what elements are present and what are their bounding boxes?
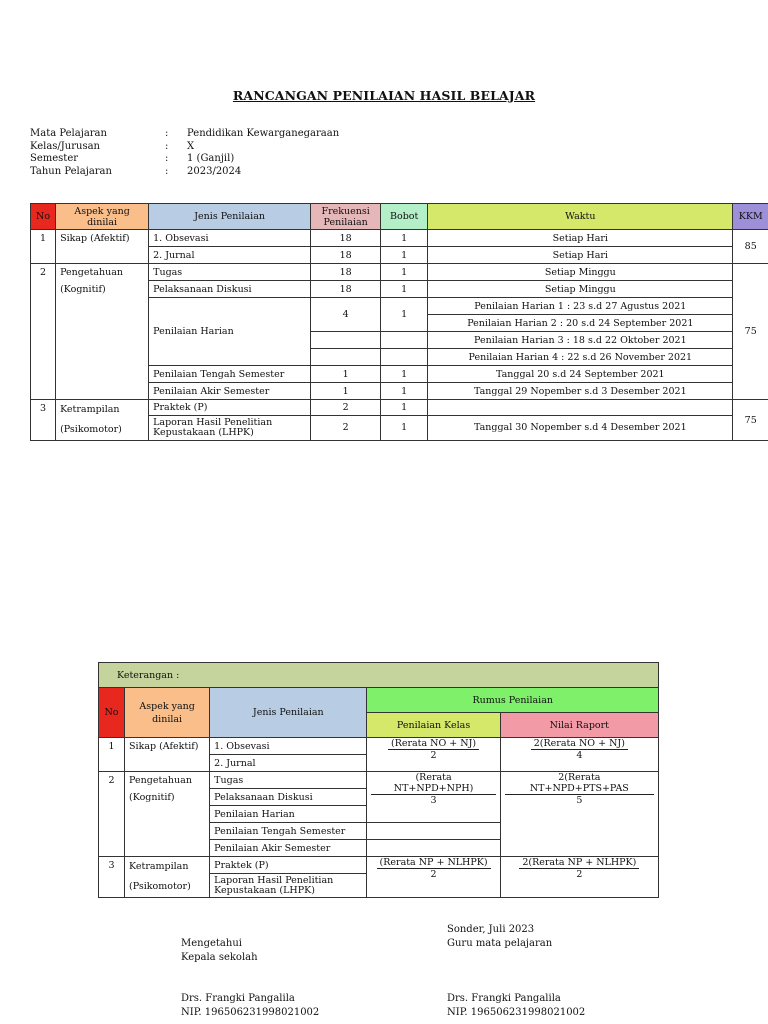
header-frekuensi: Frekuensi Penilaian — [311, 204, 381, 230]
row-bobot — [381, 349, 428, 366]
signature-right-name: Drs. Frangki Pangalila — [447, 993, 561, 1004]
row-frek: 18 — [311, 247, 381, 264]
row-no: 3 — [99, 857, 125, 898]
row-aspek: Sikap (Afektif) — [56, 230, 149, 264]
header-aspek: Aspek yang dinilai — [56, 204, 149, 230]
row-jenis: Praktek (P) — [149, 400, 311, 416]
header-penilaian-kelas: Penilaian Kelas — [367, 713, 500, 738]
header-no: No — [99, 688, 125, 738]
table1-header-row — [31, 204, 768, 230]
row-bobot: 1 — [381, 366, 428, 383]
row-waktu: Penilaian Harian 2 : 20 s.d 24 September 2021 — [428, 315, 733, 332]
formula-raport: $\frac{\text{2(Rerata NP + NLHPK)}}{2}$ — [500, 857, 658, 898]
row-waktu: Setiap Hari — [428, 230, 733, 247]
row-waktu: Setiap Minggu — [428, 264, 733, 281]
row-bobot: 1 — [381, 281, 428, 298]
header-kkm: KKM — [733, 204, 768, 230]
row-jenis: Pelaksanaan Diskusi — [210, 789, 367, 806]
row-waktu: Setiap Minggu — [428, 281, 733, 298]
signature-right-nip: NIP. 196506231998021002 — [447, 1006, 586, 1018]
formula-raport: $\frac{\text{2(Rerata NT+NPD+PTS+PAS}}{5}$ — [500, 772, 658, 857]
row-frek: 1 — [311, 383, 381, 400]
row-waktu: Penilaian Harian 3 : 18 s.d 22 Oktober 2021 — [428, 332, 733, 349]
formula-kelas: $\frac{\text{(Rerata NT+NPD+NPH)}}{3}$ — [367, 772, 500, 823]
row-frek: 18 — [311, 281, 381, 298]
row-jenis: 2. Jurnal — [210, 755, 367, 772]
row-no: 2 — [31, 264, 56, 400]
row-jenis: Penilaian Tengah Semester — [149, 366, 311, 383]
formula-raport: $\frac{\text{2(Rerata NO + NJ)}}{4}$ — [500, 738, 658, 772]
row-jenis: Penilaian Harian — [210, 806, 367, 823]
row-bobot: 1 — [381, 400, 428, 416]
table-row — [31, 230, 768, 247]
row-frek: 4 — [311, 298, 381, 332]
row-frek: 18 — [311, 230, 381, 247]
signature-left-line1: Mengetahui — [181, 938, 242, 949]
signature-left — [181, 937, 258, 964]
row-no: 1 — [31, 230, 56, 264]
meta-mata-pelajaran: Mata Pelajaran : Pendidikan Kewarganegaraan — [30, 128, 340, 139]
formula-kelas-empty — [367, 823, 500, 840]
row-waktu: Tanggal 20 s.d 24 September 2021 — [428, 366, 733, 383]
row-bobot: 1 — [381, 415, 428, 440]
signature-right-role: Guru mata pelajaran — [447, 937, 553, 949]
row-kkm: 75 — [733, 400, 768, 441]
header-jenis: Jenis Penilaian — [149, 204, 311, 230]
signature-right-name-block — [447, 992, 585, 1019]
table2-header-row — [99, 688, 659, 713]
formula-kelas: $\frac{\text{(Rerata NO + NJ)}}{2}$ — [367, 738, 500, 772]
header-no: No — [31, 204, 56, 230]
row-jenis: 1. Obsevasi — [210, 738, 367, 755]
row-waktu: Setiap Hari — [428, 247, 733, 264]
row-aspek: Pengetahuan (Kognitif) — [56, 264, 149, 400]
meta-tahun: Tahun Pelajaran : 2023/2024 — [30, 165, 242, 177]
row-jenis: Tugas — [210, 772, 367, 789]
signature-left-name: Drs. Frangki Pangalila — [181, 993, 295, 1004]
row-jenis: Tugas — [149, 264, 311, 281]
signature-left-nip: NIP. 196506231998021002 — [181, 1006, 320, 1018]
row-waktu: Tanggal 30 Nopember s.d 4 Desember 2021 — [428, 415, 733, 440]
row-frek: 1 — [311, 366, 381, 383]
row-jenis: Penilaian Tengah Semester — [210, 823, 367, 840]
keterangan-row — [99, 663, 659, 688]
signature-right — [447, 923, 552, 950]
header-bobot: Bobot — [381, 204, 428, 230]
row-aspek: Ketrampilan (Psikomotor) — [125, 857, 210, 898]
row-bobot — [381, 332, 428, 349]
row-aspek: Ketrampilan (Psikomotor) — [56, 400, 149, 441]
row-bobot: 1 — [381, 230, 428, 247]
row-frek: 18 — [311, 264, 381, 281]
signature-left-line2: Kepala sekolah — [181, 951, 258, 963]
row-aspek: Sikap (Afektif) — [125, 738, 210, 772]
table-row — [31, 264, 768, 281]
row-aspek: Pengetahuan (Kognitif) — [125, 772, 210, 857]
row-jenis: 1. Obsevasi — [149, 230, 311, 247]
row-jenis: Penilaian Harian — [149, 298, 311, 366]
document-title: RANCANGAN PENILAIAN HASIL BELAJAR — [232, 88, 536, 103]
row-waktu — [428, 400, 733, 416]
table-row — [99, 772, 659, 789]
row-jenis: Laporan Hasil Penelitian Kepustakaan (LHPK) — [149, 415, 311, 440]
row-bobot: 1 — [381, 247, 428, 264]
row-frek: 2 — [311, 400, 381, 416]
row-kkm: 75 — [733, 264, 768, 400]
header-waktu: Waktu — [428, 204, 733, 230]
row-jenis: Pelaksanaan Diskusi — [149, 281, 311, 298]
header-nilai-raport: Nilai Raport — [500, 713, 658, 738]
keterangan-label: Keterangan : — [99, 663, 659, 688]
row-waktu: Penilaian Harian 4 : 22 s.d 26 November 2021 — [428, 349, 733, 366]
row-bobot: 1 — [381, 383, 428, 400]
row-jenis: 2. Jurnal — [149, 247, 311, 264]
signature-right-place-date: Sonder, Juli 2023 — [447, 924, 535, 935]
assessment-plan-table — [30, 203, 768, 441]
row-jenis: Penilaian Akir Semester — [149, 383, 311, 400]
row-kkm: 85 — [733, 230, 768, 264]
formula-kelas: $\frac{\text{(Rerata NP + NLHPK)}}{2}$ — [367, 857, 500, 898]
document-meta — [30, 128, 339, 178]
row-bobot: 1 — [381, 298, 428, 332]
header-aspek: Aspek yang dinilai — [125, 688, 210, 738]
row-waktu: Penilaian Harian 1 : 23 s.d 27 Agustus 2021 — [428, 298, 733, 315]
header-rumus: Rumus Penilaian — [367, 688, 659, 713]
table-row — [99, 738, 659, 755]
meta-kelas: Kelas/Jurusan : X — [30, 140, 195, 152]
formula-kelas-empty — [367, 840, 500, 857]
row-bobot: 1 — [381, 264, 428, 281]
row-no: 3 — [31, 400, 56, 441]
row-jenis: Laporan Hasil Penelitian Kepustakaan (LHPK) — [210, 874, 367, 898]
table-row — [31, 400, 768, 416]
row-frek — [311, 349, 381, 366]
header-jenis: Jenis Penilaian — [210, 688, 367, 738]
row-jenis: Praktek (P) — [210, 857, 367, 874]
row-frek — [311, 332, 381, 349]
row-no: 2 — [99, 772, 125, 857]
formula-table — [98, 662, 659, 898]
table-row — [99, 857, 659, 874]
row-jenis: Penilaian Akir Semester — [210, 840, 367, 857]
meta-semester: Semester : 1 (Ganjil) — [30, 153, 235, 164]
row-frek: 2 — [311, 415, 381, 440]
row-waktu: Tanggal 29 Nopember s.d 3 Desember 2021 — [428, 383, 733, 400]
signature-left-name-block — [181, 992, 319, 1019]
row-no: 1 — [99, 738, 125, 772]
